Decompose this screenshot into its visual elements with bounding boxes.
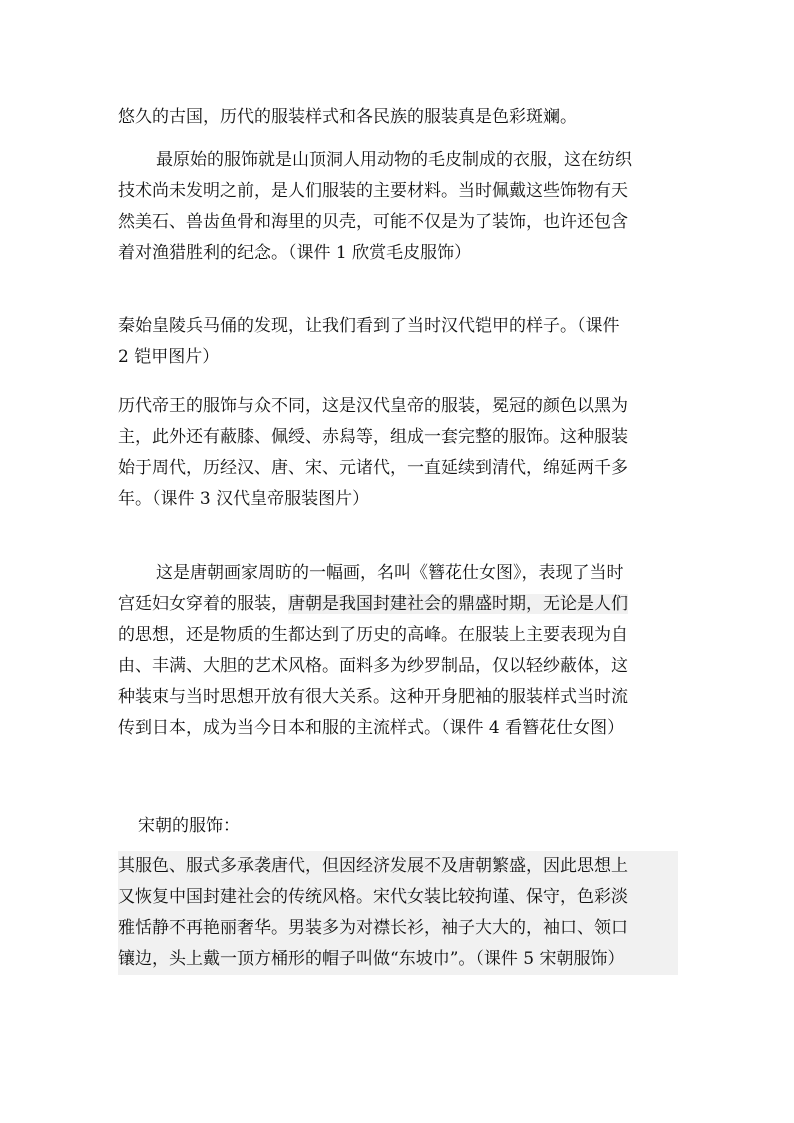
text-line: 镶边，头上戴一顶方桶形的帽子叫做“东坡巾”。（课件 5 宋朝服饰）	[118, 944, 678, 975]
text-line: 历代帝王的服饰与众不同，这是汉代皇帝的服装，冕冠的颜色以黑为	[118, 396, 628, 416]
text-line: 始于周代，历经汉、唐、宋、元诸代，一直延续到清代，绵延两千多	[118, 458, 628, 478]
text-line: 技术尚未发明之前，是人们服装的主要材料。当时佩戴这些饰物有天	[118, 181, 628, 201]
paragraph-intro-tail	[118, 102, 678, 133]
text-line: 秦始皇陵兵马俑的发现，让我们看到了当时汉代铠甲的样子。（课件	[118, 316, 620, 336]
paragraph-song-clothing	[118, 851, 678, 975]
highlighted-text-segment: 唐朝是我国封建社会的鼎盛时期，无论是人们	[288, 594, 628, 614]
text-segment: 宫廷妇女穿着的服装，	[118, 594, 288, 614]
text-line: 其服色、服式多承袭唐代，但因经济发展不及唐朝繁盛，因此思想上	[118, 851, 678, 882]
text-line: 这是唐朝画家周昉的一幅画，名叫《簪花仕女图》，表现了当时	[156, 563, 624, 583]
paragraph-tang-painting	[118, 558, 678, 744]
text-line: 宋朝的服饰：	[138, 816, 240, 836]
text-line: 种装束与当时思想开放有很大关系。这种开身肥袖的服装样式当时流	[118, 687, 628, 707]
text-line: 由、丰满、大胆的艺术风格。面料多为纱罗制品，仅以轻纱蔽体，这	[118, 656, 628, 676]
text-line: 雅恬静不再艳丽奢华。男装多为对襟长衫，袖子大大的，袖口、领口	[118, 913, 678, 944]
text-line	[118, 589, 678, 620]
text-line: 的思想，还是物质的生都达到了历史的高峰。在服装上主要表现为自	[118, 625, 628, 645]
text-line: 又恢复中国封建社会的传统风格。宋代女装比较拘谨、保守，色彩淡	[118, 882, 678, 913]
paragraph-song-heading	[118, 811, 678, 842]
text-line: 主，此外还有蔽膝、佩绶、赤舄等，组成一套完整的服饰。这种服装	[118, 427, 628, 447]
paragraph-terracotta-armor	[118, 311, 678, 373]
text-line: 传到日本，成为当今日本和服的主流样式。（课件 4 看簪花仕女图）	[118, 718, 625, 738]
text-line: 年。（课件 3 汉代皇帝服装图片）	[118, 489, 370, 509]
text-line: 然美石、兽齿鱼骨和海里的贝壳，可能不仅是为了装饰，也许还包含	[118, 212, 628, 232]
text-line: 最原始的服饰就是山顶洞人用动物的毛皮制成的衣服，这在纺织	[156, 150, 632, 170]
text-line: 悠久的古国，历代的服装样式和各民族的服装真是色彩斑斓。	[118, 107, 577, 127]
paragraph-han-emperor	[118, 391, 678, 515]
paragraph-primitive-clothing	[118, 145, 678, 269]
text-line: 2 铠甲图片）	[118, 347, 220, 367]
text-line: 着对渔猎胜利的纪念。（课件 1 欣赏毛皮服饰）	[118, 243, 472, 263]
